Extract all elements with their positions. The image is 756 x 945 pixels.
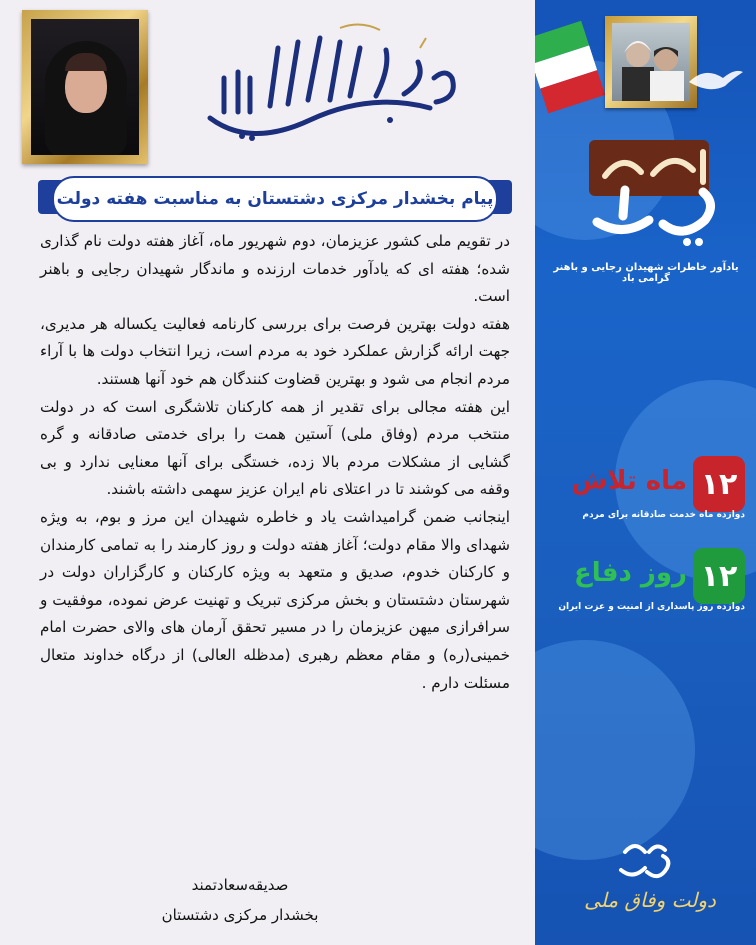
hafte-dolat-small-logo bbox=[613, 832, 673, 884]
hafte-dolat-logo bbox=[553, 112, 743, 262]
slogan: دولت وفاق ملی bbox=[584, 888, 716, 912]
signatory-position: بخشدار مرکزی دشتستان bbox=[161, 906, 319, 924]
badge-mah-talash bbox=[547, 456, 751, 522]
badge-subtitle: دوازده ماه خدمت صادقانه برای مردم bbox=[582, 510, 745, 520]
badge-subtitle: دوازده روز پاسداری از امنیت و عزت ایران bbox=[558, 602, 745, 612]
bismillah-calligraphy bbox=[190, 8, 480, 158]
title-banner bbox=[38, 176, 512, 218]
badge-number: ۱۲ bbox=[693, 456, 745, 512]
paragraph-4: اینجانب ضمن گرامیداشت یاد و خاطره شهیدان این مرز و بوم، به ویژه شهدای والا مقام دولت؛ آغاز هفته دولت و روز کارمند را به تمامی کارمندان و کارکنان خدوم، صدیق و متعهد به ویژه کارکنان و کارگزاران دولت در شهرستان دشتستان و بخش مرکزی تبریک و تهنیت عرض نموده، موفقیت و سرافرازی میهن عزیزمان را در مسیر تحقق آرمان های والای حضرت امام خمینی(ره) و مقام معظم رهبری (مدظله العالی) از درگاه خداوند متعال مسئلت دارم . bbox=[40, 507, 510, 692]
badge-word: ماه تلاش bbox=[571, 466, 687, 496]
martyrs-portrait bbox=[605, 16, 697, 108]
message-body bbox=[40, 228, 510, 697]
signature-block bbox=[120, 870, 360, 930]
paragraph-1: در تقویم ملی کشور عزیزمان، دوم شهریور ماه، آغاز هفته دولت نام گذاری شده؛ هفته ای که یادآور خدمات ارزنده و ماندگار شهیدان رجایی و باهنر است. bbox=[40, 232, 510, 306]
page-title: پیام بخشدار مرکزی دشتستان به مناسبت هفته دولت bbox=[56, 189, 494, 209]
signatory-name: صدیقه‌سعادتمند bbox=[191, 876, 289, 894]
paragraph-2: هفته دولت بهترین فرصت برای بررسی کارنامه فعالیت یکساله هر مدیری، جهت ارائه گزارش عملکرد خود به مردم است، زیرا انتخاب دولت ها با آراء مردم انجام می شود و بهترین قضاوت کنندگان هم خود آنها هستند. bbox=[40, 314, 510, 388]
badge-number: ۱۲ bbox=[693, 548, 745, 604]
badge-word: روز دفاع bbox=[573, 558, 687, 588]
dove-icon bbox=[685, 60, 745, 100]
official-portrait bbox=[22, 10, 148, 164]
poster-tagline: یادآور خاطرات شهیدان رجایی و باهنر گرامی باد bbox=[553, 262, 739, 284]
paragraph-3: این هفته مجالی برای تقدیر از همه کارکنان تلاشگری است که در دولت منتخب مردم (وفاق ملی) آستین همت را برای خدمتی صادقانه و گره گشایی از مشکلات مردم بالا زده، خستگی برای آنها معنایی ندارد و بی وقفه می کوشند تا در اعتلای نام ایران عزیز سهمی داشته باشند. bbox=[40, 397, 510, 499]
government-week-poster bbox=[535, 0, 756, 945]
badge-rooz-defa bbox=[547, 548, 751, 614]
